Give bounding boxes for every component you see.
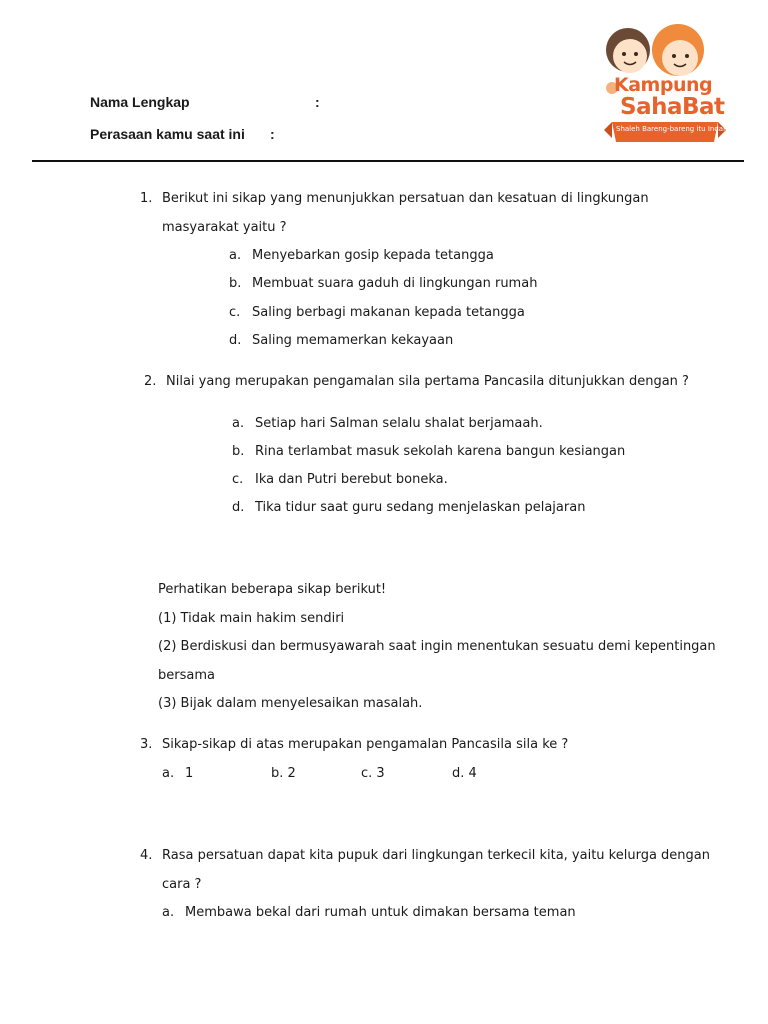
logo-word-kampung: Kampung (614, 74, 713, 96)
q4-text-line1: Rasa persatuan dapat kita pupuk dari lingkungan terkecil kita, yaitu kelurga dengan (162, 848, 710, 863)
q2-number: 2. (144, 374, 157, 389)
passage-intro: Perhatikan beberapa sikap berikut! (158, 582, 387, 597)
q2-option-c-letter: c. (232, 472, 244, 487)
feeling-colon: : (270, 126, 275, 142)
q2-option-d-letter: d. (232, 500, 245, 515)
q1-option-d-letter: d. (229, 333, 242, 348)
q2-option-a-letter: a. (232, 416, 245, 431)
q3-number: 3. (140, 737, 153, 752)
q3-option-d: d. 4 (452, 766, 477, 781)
q1-text-line1: Berikut ini sikap yang menunjukkan persatuan dan kesatuan di lingkungan (162, 191, 649, 206)
q3-option-c: c. 3 (361, 766, 385, 781)
name-label: Nama Lengkap (90, 94, 190, 110)
q3-option-a-letter: a. (162, 766, 175, 781)
q1-option-b: Membuat suara gaduh di lingkungan rumah (252, 276, 538, 291)
passage-item-1: (1) Tidak main hakim sendiri (158, 611, 345, 626)
q1-number: 1. (140, 191, 153, 206)
q2-option-b-letter: b. (232, 444, 245, 459)
q4-number: 4. (140, 848, 153, 863)
q1-option-a: Menyebarkan gosip kepada tetangga (252, 248, 494, 263)
passage-item-2-line1: (2) Berdiskusi dan bermusyawarah saat ingin menentukan sesuatu demi kepentingan (158, 639, 716, 654)
q4-option-a: Membawa bekal dari rumah untuk dimakan bersama teman (185, 905, 576, 920)
passage-item-2-line2: bersama (158, 668, 215, 683)
q2-option-d: Tika tidur saat guru sedang menjelaskan pelajaran (255, 500, 586, 515)
q4-text-line2: cara ? (162, 877, 202, 892)
logo-tagline: Shaleh Bareng-bareng itu Indah (616, 125, 728, 133)
q2-option-a: Setiap hari Salman selalu shalat berjamaah. (255, 416, 543, 431)
q1-option-a-letter: a. (229, 248, 242, 263)
q1-option-b-letter: b. (229, 276, 242, 291)
logo-word-sahabat: SahaBat (620, 94, 725, 120)
q2-text: Nilai yang merupakan pengamalan sila pertama Pancasila ditunjukkan dengan ? (166, 374, 689, 389)
q3-option-b: b. 2 (271, 766, 296, 781)
q2-option-c: Ika dan Putri berebut boneka. (255, 472, 448, 487)
header-divider (32, 160, 744, 162)
name-colon: : (315, 94, 320, 110)
q1-option-c: Saling berbagi makanan kepada tetangga (252, 305, 525, 320)
q2-option-b: Rina terlambat masuk sekolah karena bangun kesiangan (255, 444, 626, 459)
q3-text: Sikap-sikap di atas merupakan pengamalan Pancasila sila ke ? (162, 737, 569, 752)
q4-option-a-letter: a. (162, 905, 175, 920)
q1-option-c-letter: c. (229, 305, 241, 320)
kampung-sahabat-logo (600, 18, 730, 148)
q1-option-d: Saling memamerkan kekayaan (252, 333, 454, 348)
passage-item-3: (3) Bijak dalam menyelesaikan masalah. (158, 696, 423, 711)
q1-text-line2: masyarakat yaitu ? (162, 220, 287, 235)
feeling-label: Perasaan kamu saat ini (90, 126, 245, 142)
q3-option-a: 1 (185, 766, 194, 781)
